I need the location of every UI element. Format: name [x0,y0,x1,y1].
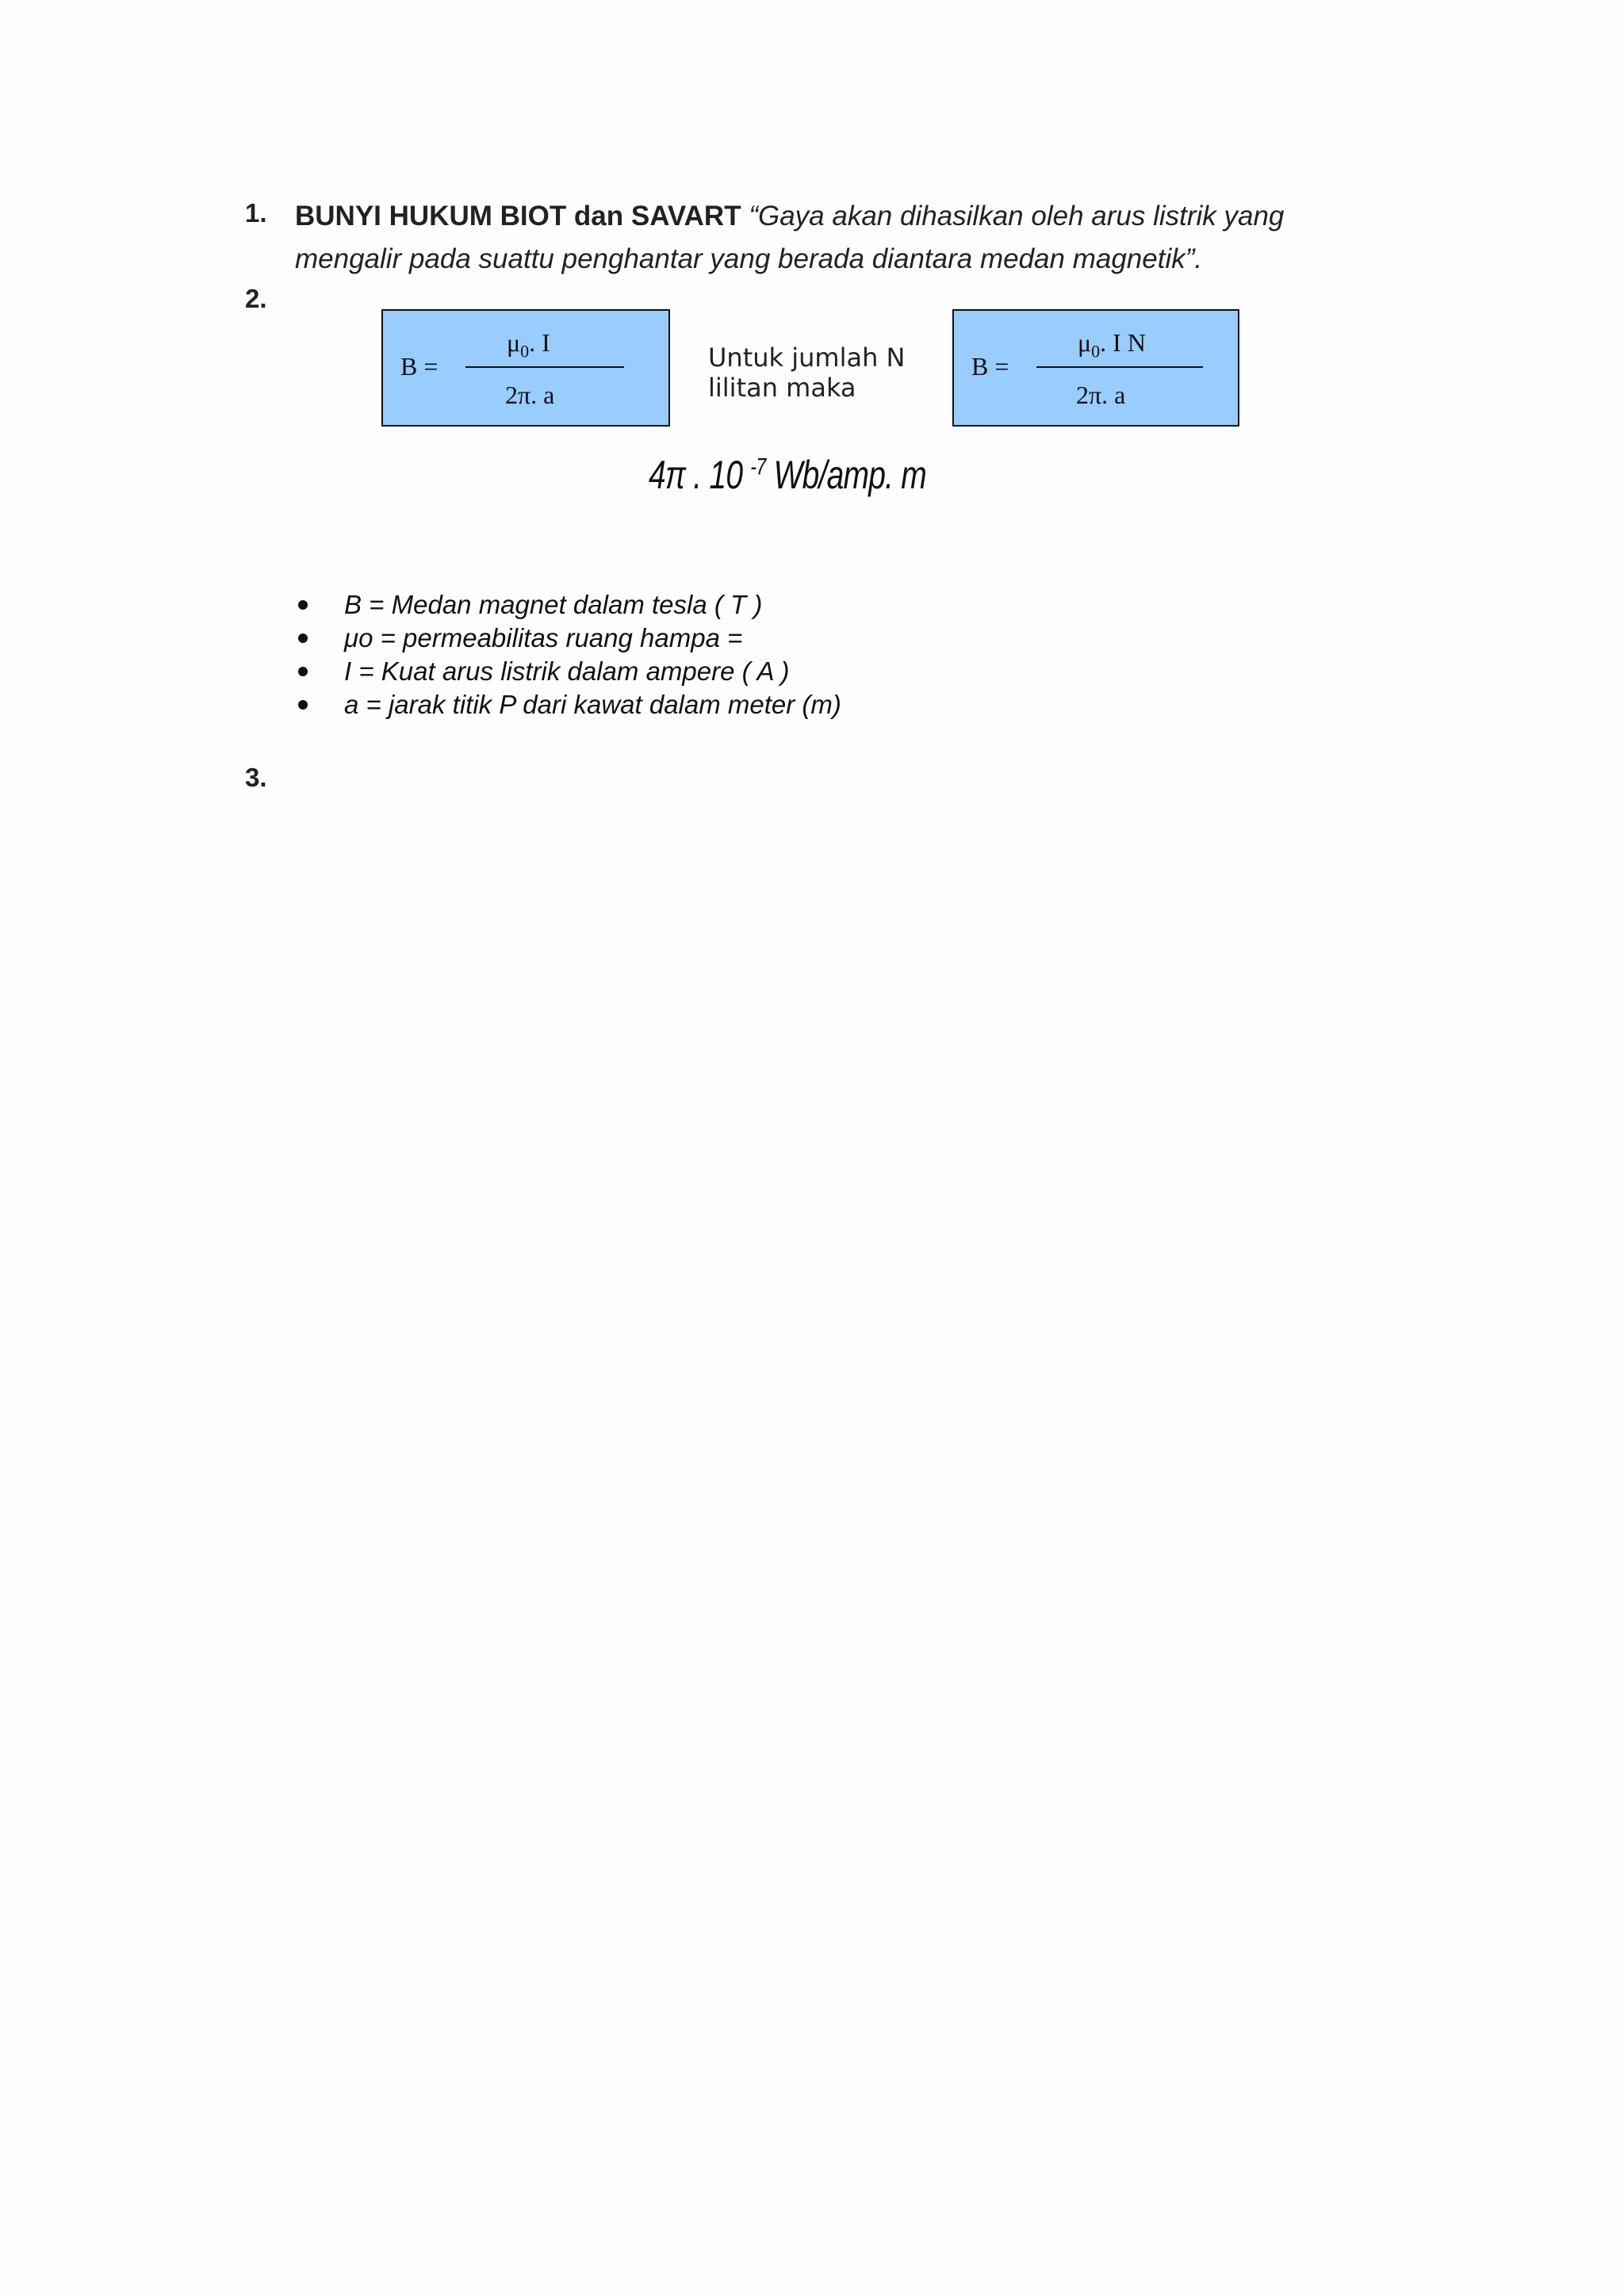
item-1-title: BUNYI HUKUM BIOT dan SAVART [295,201,741,232]
mu-value-main: 4π . 10 [649,453,743,497]
mu-value-exponent: -7 [750,453,766,480]
list-item: I = Kuat arus listrik dalam ampere ( A ) [293,655,841,688]
list-item: B = Medan magnet dalam tesla ( T ) [293,588,841,622]
mu-value-unit: Wb/amp. m [765,453,926,497]
middle-text [708,342,905,403]
bullet-icon [298,667,308,676]
formula-right-lhs: B = [971,352,1009,381]
fraction-bar [465,366,624,368]
formula-left-denominator: 2π. a [505,381,555,409]
item-1-quote: “Gaya akan dihasilkan oleh arus listrik yang mengalir pada suattu penghantar yang berada diantara medan magnetik”. [295,201,1285,274]
formula-right-numerator [1078,328,1146,362]
middle-text-line-2: lilitan maka [708,373,856,403]
item-1-text [295,195,1389,281]
formula-left-lhs: B = [400,352,439,381]
item-1-number: 1. [245,198,267,228]
mu-subscript: 0 [520,341,530,362]
formula-right-denominator: 2π. a [1076,381,1126,409]
list-item: a = jarak titik P dari kawat dalam meter (m) [293,688,841,721]
bullet-icon [298,700,308,710]
mu-subscript: 0 [1091,341,1101,362]
mu-symbol: μ [1078,328,1092,357]
item-2-number: 2. [245,284,267,313]
middle-text-line-1: Untuk jumlah N [708,342,906,373]
formula-box-right [952,309,1239,427]
numerator-rest: . I N [1100,328,1146,357]
formula-box-left [381,309,670,427]
formula-left-numerator [507,328,550,362]
numerator-rest: . I [529,328,550,357]
bullet-icon [298,600,308,610]
list-item: μo = permeabilitas ruang hampa = [293,622,841,655]
variable-list [293,588,841,721]
item-3-number: 3. [245,763,267,792]
mu-symbol: μ [507,328,521,357]
mu-zero-value [649,452,926,498]
fraction-bar [1036,366,1203,368]
bullet-icon [298,633,308,643]
